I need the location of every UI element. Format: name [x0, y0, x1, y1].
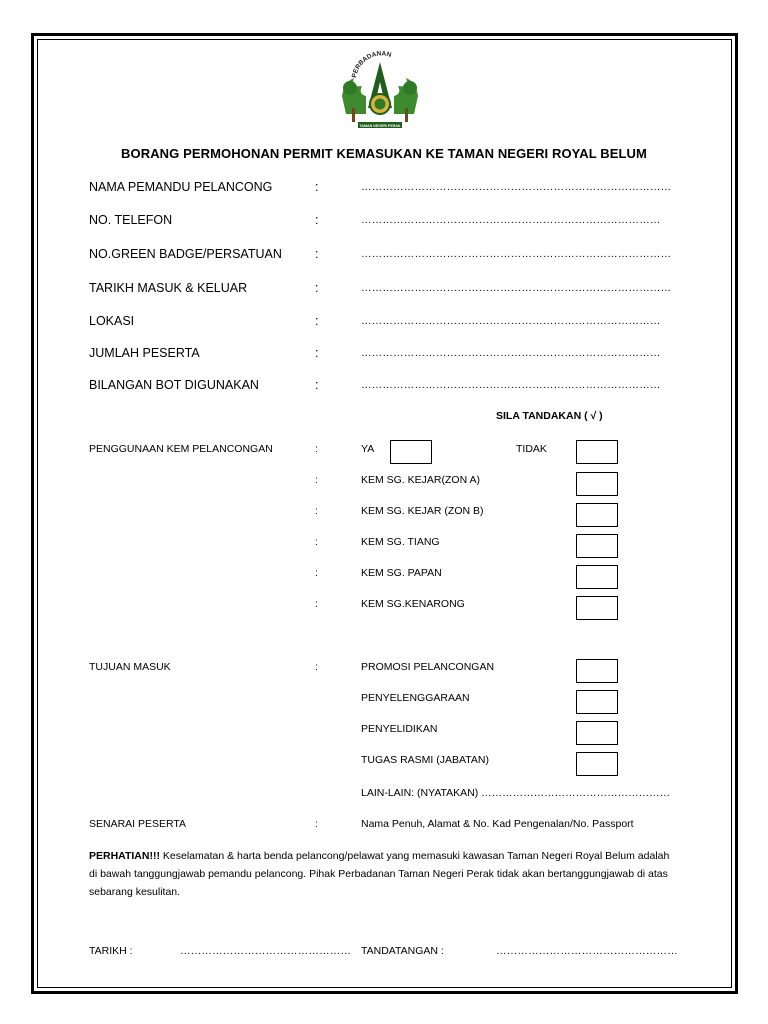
field-colon: :: [315, 247, 319, 261]
field-label: NO. TELEFON: [89, 213, 173, 227]
purpose-option-checkbox[interactable]: [576, 752, 618, 776]
camp-option-checkbox[interactable]: [576, 472, 618, 496]
camp-option-label: KEM SG. KEJAR (ZON B): [361, 505, 484, 517]
field-label: LOKASI: [89, 314, 135, 328]
camp-option-checkbox[interactable]: [576, 503, 618, 527]
field-input-line[interactable]: …………………………………………………………………………: [361, 379, 661, 391]
camp-option-label: KEM SG. KEJAR(ZON A): [361, 474, 481, 486]
svg-text:PERBADANAN: [351, 50, 392, 78]
camp-option-colon: :: [315, 536, 318, 548]
field-colon: :: [315, 346, 319, 360]
camp-option-colon: :: [315, 474, 318, 486]
participants-label: SENARAI PESERTA: [89, 818, 187, 830]
field-colon: :: [315, 180, 319, 194]
camp-option-label: KEM SG. TIANG: [361, 536, 440, 548]
participants-value: Nama Penuh, Alamat & No. Kad Pengenalan/No. Passport: [361, 818, 634, 830]
no-checkbox[interactable]: [576, 440, 618, 464]
field-colon: :: [315, 314, 319, 328]
field-label: BILANGAN BOT DIGUNAKAN: [89, 378, 259, 392]
field-input-line[interactable]: ……………………………………………………………………………: [361, 282, 672, 294]
purpose-option-checkbox[interactable]: [576, 690, 618, 714]
date-label: TARIKH :: [89, 945, 133, 957]
camp-option-checkbox[interactable]: [576, 565, 618, 589]
field-input-line[interactable]: …………………………………………………………………………: [361, 315, 661, 327]
field-label: NAMA PEMANDU PELANCONG: [89, 180, 273, 194]
purpose-option-label: PENYELENGGARAAN: [361, 692, 470, 704]
purpose-other-field[interactable]: LAIN-LAIN: (NYATAKAN) ………………………………………………: [361, 787, 671, 799]
logo-base-text: TAMAN NEGERI PERAK: [359, 124, 401, 128]
notice-body: Keselamatan & harta benda pelancong/pelawat yang memasuki kawasan Taman Negeri Royal Belum adalah di bawah tanggungjawab pemandu pelancong. Pihak Perbadanan Taman Negeri Perak tidak akan bertanggungjawab di atas sebarang kesulitan.: [89, 850, 670, 898]
camp-option-label: KEM SG.KENARONG: [361, 598, 465, 610]
field-colon: :: [315, 378, 319, 392]
camp-option-checkbox[interactable]: [576, 596, 618, 620]
purpose-colon: :: [315, 661, 318, 673]
perbadanan-taman-negeri-perak-logo: [340, 48, 420, 130]
camp-usage-label: PENGGUNAAN KEM PELANCONGAN: [89, 443, 273, 455]
purpose-option-label: TUGAS RASMI (JABATAN): [361, 754, 489, 766]
camp-option-checkbox[interactable]: [576, 534, 618, 558]
purpose-option-label: PENYELIDIKAN: [361, 723, 438, 735]
logo-arc-text: PERBADANAN: [351, 50, 392, 79]
notice-heading: PERHATIAN!!!: [89, 850, 160, 862]
purpose-label: TUJUAN MASUK: [89, 661, 171, 673]
yes-checkbox[interactable]: [390, 440, 432, 464]
form-title: BORANG PERMOHONAN PERMIT KEMASUKAN KE TAMAN NEGERI ROYAL BELUM: [121, 146, 647, 161]
camp-usage-colon: :: [315, 443, 318, 455]
field-label: NO.GREEN BADGE/PERSATUAN: [89, 247, 282, 261]
field-label: TARIKH MASUK & KELUAR: [89, 281, 248, 295]
field-input-line[interactable]: ……………………………………………………………………………: [361, 248, 672, 260]
camp-option-colon: :: [315, 505, 318, 517]
purpose-option-checkbox[interactable]: [576, 659, 618, 683]
signature-field[interactable]: ……………………………………………: [496, 945, 678, 957]
notice-paragraph: [89, 847, 674, 901]
field-colon: :: [315, 281, 319, 295]
purpose-option-checkbox[interactable]: [576, 721, 618, 745]
field-input-line[interactable]: …………………………………………………………………………: [361, 214, 661, 226]
signature-label: TANDATANGAN :: [361, 945, 444, 957]
field-input-line[interactable]: ……………………………………………………………………………: [361, 181, 672, 193]
participants-colon: :: [315, 818, 318, 830]
date-field[interactable]: …………………………………………: [180, 945, 352, 957]
field-label: JUMLAH PESERTA: [89, 346, 200, 360]
no-label: TIDAK: [516, 443, 547, 455]
yes-label: YA: [361, 443, 375, 455]
field-input-line[interactable]: …………………………………………………………………………: [361, 347, 661, 359]
camp-option-colon: :: [315, 598, 318, 610]
purpose-option-label: PROMOSI PELANCONGAN: [361, 661, 495, 673]
tick-instruction: SILA TANDAKAN ( √ ): [496, 410, 603, 422]
field-colon: :: [315, 213, 319, 227]
camp-option-colon: :: [315, 567, 318, 579]
camp-option-label: KEM SG. PAPAN: [361, 567, 442, 579]
